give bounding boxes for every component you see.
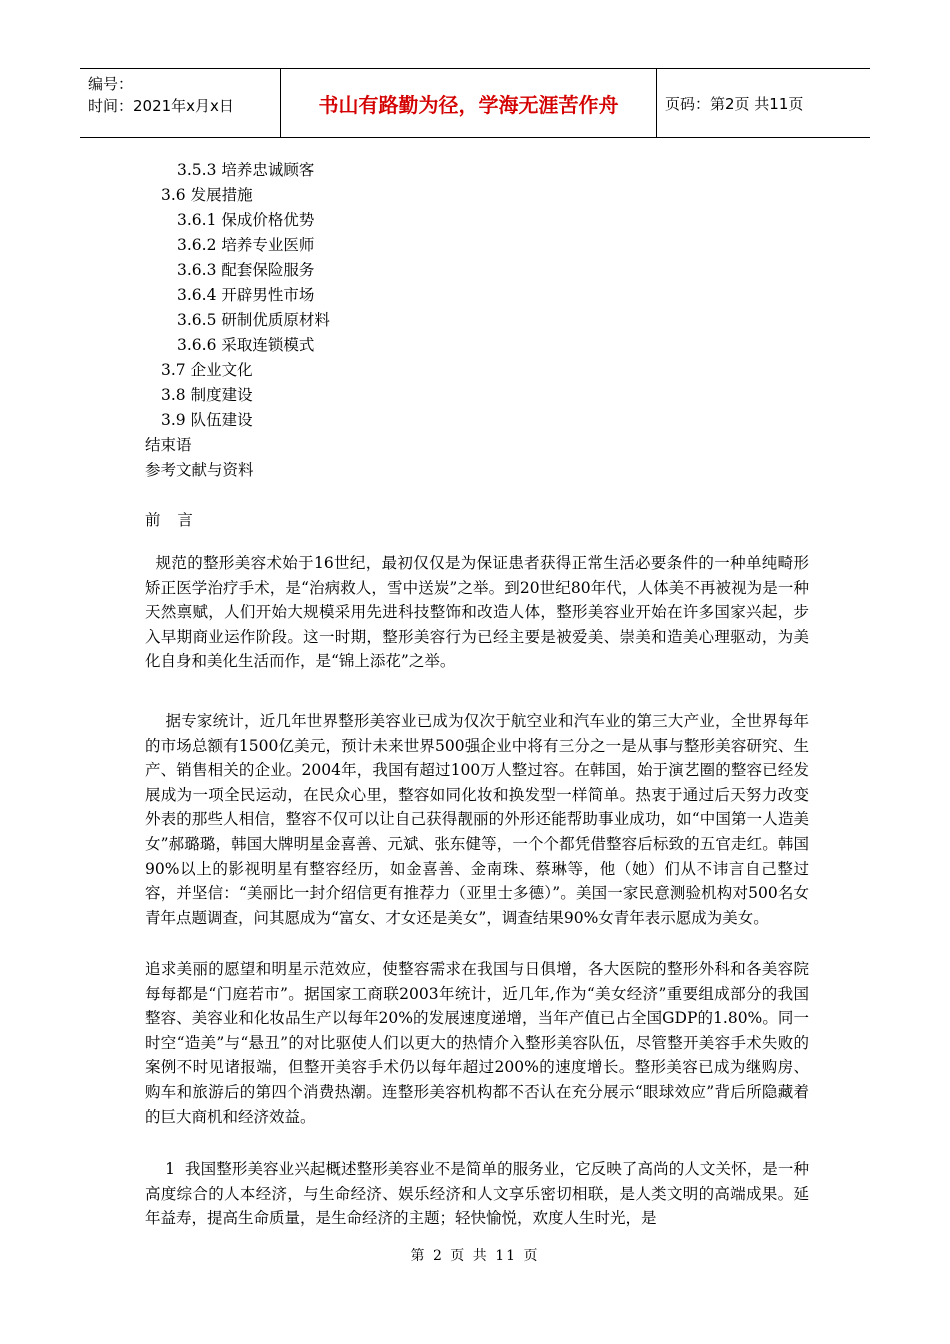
- body-paragraph: 据专家统计，近几年世界整形美容业已成为仅次于航空业和汽车业的第三大产业，全世界每年的市场总额有1500亿美元，预计未来世界500强企业中将有三分之一是从事与整形美容研究、生产、销售相关的企业。2004年，我国有超过100万人整过容。在韩国，始于演艺圈的整容已经发展成为一项全民运动，在民众心里，整容如同化妆和换发型一样简单。热衷于通过后天努力改变外表的那些人相信，整容不仅可以让自己获得靓丽的外形还能帮助事业成功，如“中国第一人造美女”郝璐璐，韩国大牌明星金喜善、元斌、张东健等，一个个都凭借整容后标致的五官走红。韩国90%以上的影视明星有整容经历，如金喜善、金南珠、蔡琳等，他（她）们从不讳言自己整过容，并坚信：“美丽比一封介绍信更有推荐力（亚里士多德）”。美国一家民意测验机构对500名女青年点题调查，问其愿成为“富女、才女还是美女”，调查结果90%女青年表示愿成为美女。: [145, 712, 809, 927]
- toc-item[interactable]: 3.7 企业文化: [161, 361, 253, 379]
- toc-item[interactable]: 3.9 队伍建设: [161, 411, 253, 429]
- header-page-info: 页码：第2页 共11页: [665, 94, 804, 113]
- toc-item[interactable]: 3.6.6 采取连锁模式: [177, 336, 315, 354]
- toc-item[interactable]: 3.5.3 培养忠诚顾客: [177, 161, 315, 179]
- toc-item[interactable]: 3.6.2 培养专业医师: [177, 236, 315, 254]
- toc-item[interactable]: 参考文献与资料: [145, 461, 254, 479]
- table-of-contents: [145, 158, 330, 483]
- toc-item[interactable]: 3.6 发展措施: [161, 186, 253, 204]
- toc-item[interactable]: 3.6.4 开辟男性市场: [177, 286, 315, 304]
- document-number-label: 编号：: [88, 75, 134, 93]
- header-motto: 书山有路勤为径，学海无涯苦作舟: [281, 69, 657, 137]
- body-paragraph: 追求美丽的愿望和明星示范效应，使整容需求在我国与日俱增，各大医院的整形外科和各美容院每每都是“门庭若市”。据国家工商联2003年统计，近几年,作为“美女经济”重要组成部分的我国整容、美容业和化妆品生产以每年20%的发展速度递增，当年产值已占全国GDP的1.80%。同一时空“造美”与“悬丑”的对比驱使人们以更大的热情介入整形美容队伍，尽管整开美容手术失败的案例不时见诸报端，但整开美容手术仍以每年超过200%的速度增长。整形美容已成为继购房、购车和旅游后的第四个消费热潮。连整形美容机构都不否认在充分展示“眼球效应”背后所隐藏着的巨大商机和经济效益。: [145, 960, 809, 1126]
- body-paragraph: 规范的整形美容术始于16世纪，最初仅仅是为保证患者获得正常生活必要条件的一种单纯畸形矫正医学治疗手术，是“治病救人，雪中送炭”之举。到20世纪80年代，人体美不再被视为是一种天然禀赋，人们开始大规模采用先进科技整饰和改造人体，整形美容业开始在许多国家兴起，步入早期商业运作阶段。这一时期，整形美容行为已经主要是被爱美、崇美和造美心理驱动，为美化自身和美化生活而作，是“锦上添花”之举。: [145, 554, 809, 671]
- document-time-label: 时间：2021年x月x日: [88, 97, 234, 115]
- toc-item[interactable]: 3.8 制度建设: [161, 386, 253, 404]
- toc-item[interactable]: 3.6.3 配套保险服务: [177, 261, 315, 279]
- section-heading: 前 言: [145, 511, 199, 529]
- body-paragraph: 1 我国整形美容业兴起概述整形美容业不是简单的服务业，它反映了高尚的人文关怀，是一种高度综合的人本经济，与生命经济、娱乐经济和人文享乐密切相联，是人类文明的高端成果。延年益寿，提高生命质量，是生命经济的主题；轻快愉悦，欢度人生时光，是: [145, 1160, 810, 1228]
- page-footer: 第 2 页 共 11 页: [410, 1248, 540, 1264]
- toc-item[interactable]: 3.6.5 研制优质原材料: [177, 311, 330, 329]
- toc-item[interactable]: 3.6.1 保成价格优势: [177, 211, 315, 229]
- header-table: [80, 68, 870, 138]
- header-left-cell: [80, 69, 281, 137]
- toc-item[interactable]: 结束语: [145, 436, 192, 454]
